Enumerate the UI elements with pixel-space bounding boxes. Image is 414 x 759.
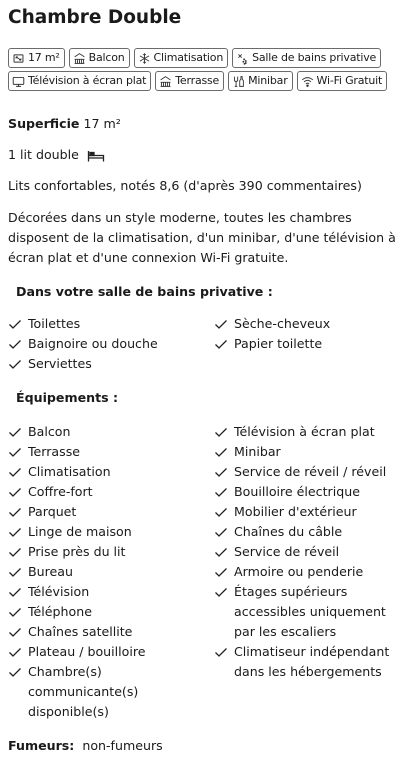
bed-rating: Lits confortables, notés 8,6 (d'après 390 commentaires) bbox=[8, 178, 362, 193]
list-item: Coffre-fort bbox=[8, 482, 208, 502]
check-icon bbox=[214, 422, 228, 442]
room-size: Superficie 17 m² bbox=[8, 116, 121, 131]
check-icon bbox=[8, 502, 22, 522]
list-item: Bureau bbox=[8, 562, 208, 582]
snowflake-icon bbox=[138, 52, 151, 65]
list-item: Service de réveil / réveil bbox=[214, 462, 408, 482]
terrace-icon bbox=[159, 75, 172, 88]
list-item: Climatisation bbox=[8, 462, 208, 482]
badge-balcony: Balcon bbox=[69, 48, 130, 68]
bed-info: 1 lit double bbox=[8, 145, 406, 165]
balcony-icon bbox=[73, 52, 86, 65]
list-item: Terrasse bbox=[8, 442, 208, 462]
smoking-policy: Fumeurs: non-fumeurs bbox=[8, 738, 163, 753]
facility-badges bbox=[8, 48, 412, 91]
list-item: Serviettes bbox=[8, 354, 208, 374]
badge-free-wifi: Wi-Fi Gratuit bbox=[297, 71, 388, 91]
check-icon bbox=[8, 462, 22, 482]
list-item: Papier toilette bbox=[214, 334, 406, 354]
list-item: Plateau / bouilloire bbox=[8, 642, 208, 662]
check-icon bbox=[214, 582, 228, 602]
room-title: Chambre Double bbox=[8, 7, 182, 28]
badge-private-bathroom: Salle de bains privative bbox=[232, 48, 381, 68]
check-icon bbox=[8, 582, 22, 602]
check-icon bbox=[214, 462, 228, 482]
equipment-list-left bbox=[8, 422, 208, 722]
bathroom-list-left bbox=[8, 314, 208, 374]
check-icon bbox=[8, 522, 22, 542]
check-icon bbox=[214, 482, 228, 502]
check-icon bbox=[214, 314, 228, 334]
list-item: Baignoire ou douche bbox=[8, 334, 208, 354]
check-icon bbox=[8, 482, 22, 502]
check-icon bbox=[214, 562, 228, 582]
list-item: Armoire ou penderie bbox=[214, 562, 408, 582]
list-item: Climatiseur indépendant dans les hébergements bbox=[214, 642, 408, 682]
list-item: Télévision à écran plat bbox=[214, 422, 408, 442]
equipment-section-title: Équipements : bbox=[16, 390, 119, 405]
check-icon bbox=[214, 502, 228, 522]
check-icon bbox=[8, 422, 22, 442]
bed-icon bbox=[87, 150, 105, 162]
equipment-list-right bbox=[214, 422, 408, 682]
room-description: Décorées dans un style moderne, toutes les chambres disposent de la climatisation, d'un minibar, d'une télévision à écran plat et d'une connexion Wi-Fi gratuite. bbox=[8, 210, 396, 265]
bathroom-list-right bbox=[214, 314, 406, 354]
check-icon bbox=[214, 642, 228, 662]
list-item: Chaînes du câble bbox=[214, 522, 408, 542]
bath-icon bbox=[236, 52, 249, 65]
list-item: Sèche-cheveux bbox=[214, 314, 406, 334]
badge-size: 17 m² bbox=[8, 48, 65, 68]
tv-icon bbox=[12, 75, 25, 88]
badge-terrace: Terrasse bbox=[155, 71, 224, 91]
check-icon bbox=[214, 522, 228, 542]
check-icon bbox=[214, 542, 228, 562]
badge-flat-screen-tv: Télévision à écran plat bbox=[8, 71, 151, 91]
check-icon bbox=[8, 622, 22, 642]
list-item: Service de réveil bbox=[214, 542, 408, 562]
check-icon bbox=[8, 314, 22, 334]
minibar-icon bbox=[232, 75, 245, 88]
wifi-icon bbox=[301, 75, 314, 88]
check-icon bbox=[214, 334, 228, 354]
check-icon bbox=[8, 602, 22, 622]
list-item: Linge de maison bbox=[8, 522, 208, 542]
size-icon bbox=[12, 52, 25, 65]
check-icon bbox=[8, 662, 22, 682]
list-item: Télévision bbox=[8, 582, 208, 602]
list-item: Minibar bbox=[214, 442, 408, 462]
check-icon bbox=[8, 354, 22, 374]
list-item: Prise près du lit bbox=[8, 542, 208, 562]
check-icon bbox=[8, 562, 22, 582]
badge-air-conditioning: Climatisation bbox=[134, 48, 229, 68]
list-item: Chambre(s) communicante(s) disponible(s) bbox=[8, 662, 208, 722]
check-icon bbox=[8, 442, 22, 462]
list-item: Toilettes bbox=[8, 314, 208, 334]
list-item: Mobilier d'extérieur bbox=[214, 502, 408, 522]
check-icon bbox=[8, 642, 22, 662]
list-item: Balcon bbox=[8, 422, 208, 442]
bathroom-section-title: Dans votre salle de bains privative : bbox=[16, 284, 273, 299]
check-icon bbox=[8, 542, 22, 562]
check-icon bbox=[8, 334, 22, 354]
list-item: Téléphone bbox=[8, 602, 208, 622]
list-item: Bouilloire électrique bbox=[214, 482, 408, 502]
badge-minibar: Minibar bbox=[228, 71, 292, 91]
list-item: Étages supérieurs accessibles uniquement par les escaliers bbox=[214, 582, 408, 642]
list-item: Parquet bbox=[8, 502, 208, 522]
list-item: Chaînes satellite bbox=[8, 622, 208, 642]
check-icon bbox=[214, 442, 228, 462]
